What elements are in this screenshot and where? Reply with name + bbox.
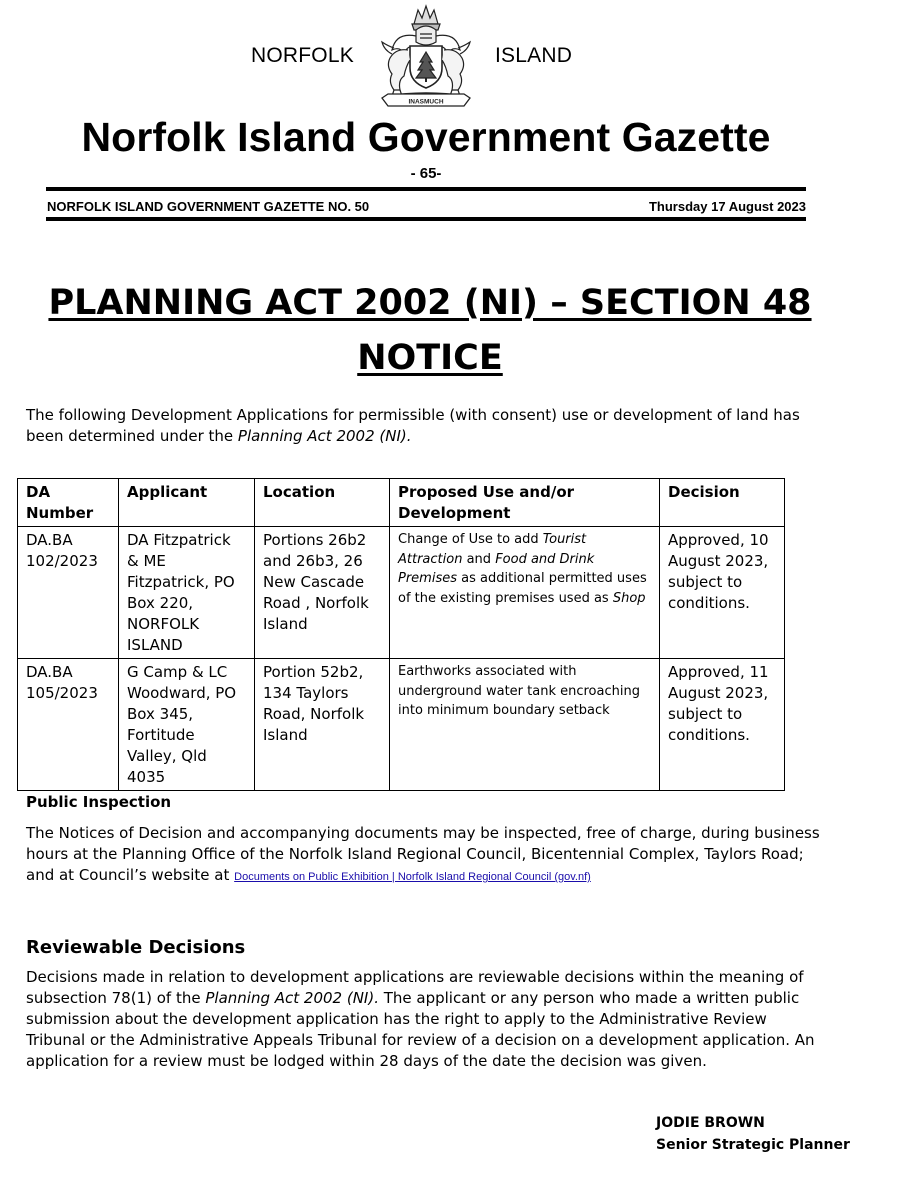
header-applicant: Applicant: [119, 479, 255, 527]
cell-proposed-use: [390, 527, 660, 659]
cell-applicant: G Camp & LC Woodward, PO Box 345, Fortitude Valley, Qld 4035: [119, 659, 255, 791]
cell-da-number: DA.BA 102/2023: [18, 527, 119, 659]
masthead-rule-top: [46, 187, 806, 191]
reviewable-decisions-paragraph: [26, 967, 826, 1072]
public-inspection-heading: Public Inspection: [26, 793, 172, 811]
cell-location: Portion 52b2, 134 Taylors Road, Norfolk Island: [255, 659, 390, 791]
table-row: [18, 527, 785, 659]
intro-text: The following Development Applications for permissible (with consent) use or development of land has been determined under the: [26, 406, 800, 445]
gazette-number: NORFOLK ISLAND GOVERNMENT GAZETTE NO. 50: [47, 199, 370, 214]
gazette-date: Thursday 17 August 2023: [648, 199, 806, 214]
header-proposed-use: Proposed Use and/or Development: [390, 479, 660, 527]
use-italic: Shop: [612, 590, 646, 606]
header-decision: Decision: [660, 479, 785, 527]
reviewable-text: Decisions made in relation to development applications are reviewable decisions within the meaning of subsection 78(1) of the: [26, 968, 804, 1007]
cell-da-number: DA.BA 105/2023: [18, 659, 119, 791]
header-location: Location: [255, 479, 390, 527]
reviewable-decisions-heading: Reviewable Decisions: [26, 937, 246, 958]
decisions-table: [17, 478, 785, 791]
notice-heading: PLANNING ACT 2002 (NI) – SECTION 48: [48, 283, 812, 323]
coat-of-arms-icon: [366, 2, 486, 110]
table-header-row: [18, 479, 785, 527]
use-text: Change of Use to add: [398, 532, 543, 547]
masthead-left-word: NORFOLK: [251, 44, 354, 67]
signatory-title: Senior Strategic Planner: [656, 1137, 850, 1153]
masthead-right-word: ISLAND: [495, 44, 573, 67]
reviewable-act-name: Planning Act 2002 (NI).: [205, 989, 379, 1007]
reviewable-text: The applicant or any person who made a written public submission about the development application has the right to apply to the Administrative Review Tribunal or the Administrative Appeals Tribunal for review of a decision on a development application. An application for a review must be lodged within 28 days of the date the decision was given.: [26, 989, 815, 1070]
public-inspection-paragraph: [26, 823, 826, 888]
gazette-title: Norfolk Island Government Gazette: [81, 114, 771, 160]
cell-location: Portions 26b2 and 26b3, 26 New Cascade Road , Norfolk Island: [255, 527, 390, 659]
cell-decision: Approved, 11 August 2023, subject to conditions.: [660, 659, 785, 791]
intro-act-name: Planning Act 2002 (NI).: [237, 427, 412, 445]
signatory-name: JODIE BROWN: [656, 1115, 765, 1131]
use-italic: Food and Drink Premises: [398, 551, 595, 586]
notice-subheading: NOTICE: [357, 338, 503, 378]
table-row: [18, 659, 785, 791]
intro-paragraph: [26, 405, 826, 447]
page-number: - 65-: [410, 165, 442, 182]
use-italic: Tourist Attraction: [398, 532, 587, 567]
crest-motto: INASMUCH: [408, 98, 444, 106]
header-da-number: DA Number: [18, 479, 119, 527]
use-text: as additional permitted uses of the existing premises used as: [398, 571, 647, 606]
public-inspection-text: The Notices of Decision and accompanying documents may be inspected, free of charge, during business hours at the Planning Office of the Norfolk Island Regional Council, Bicentennial Complex, Taylors Road; and at Council’s website at: [26, 824, 820, 884]
use-text: and: [462, 551, 496, 567]
cell-decision: Approved, 10 August 2023, subject to conditions.: [660, 527, 785, 659]
cell-applicant: DA Fitzpatrick & ME Fitzpatrick, PO Box 220, NORFOLK ISLAND: [119, 527, 255, 659]
exhibition-documents-link[interactable]: Documents on Public Exhibition | Norfolk Island Regional Council (gov.nf): [234, 871, 591, 883]
masthead-rule-bottom: [46, 217, 806, 221]
cell-proposed-use: Earthworks associated with underground water tank encroaching into minimum boundary setback: [390, 659, 660, 791]
